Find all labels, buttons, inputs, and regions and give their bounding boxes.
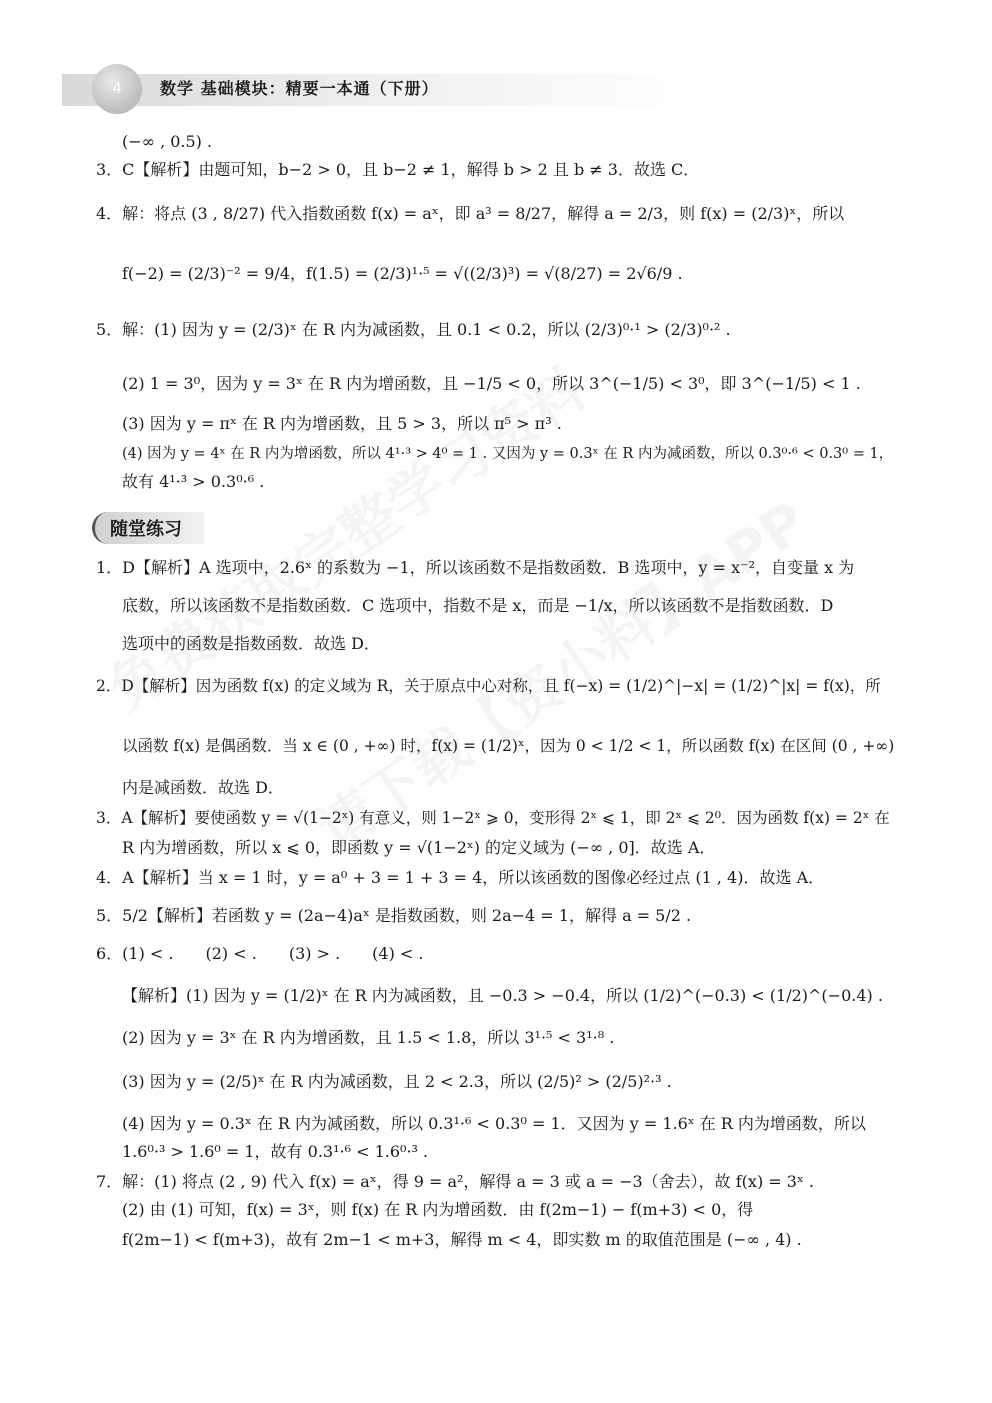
section-title: 随堂练习 <box>110 519 182 540</box>
page-header <box>0 62 992 112</box>
text-line: 7．解：(1) 将点 (2 , 9) 代入 f(x) = aˣ，得 9 = a²，解得 a = 3 或 a = −3（舍去），故 f(x) = 3ˣ . <box>96 1172 814 1191</box>
text-line: 内是减函数．故选 D． <box>122 778 284 797</box>
text-line: (4) 因为 y = 4ˣ 在 R 内为增函数，所以 4¹·³ > 4⁰ = 1 . 又因为 y = 0.3ˣ 在 R 内为减函数，所以 0.3⁰·⁶ < 0.3⁰ = 1， <box>122 446 894 462</box>
book-title: 数学 基础模块：精要一本通（下册） <box>160 79 439 98</box>
text-line: 【解析】(1) 因为 y = (1/2)ˣ 在 R 内为减函数，且 −0.3 > −0.4，所以 (1/2)^(−0.3) < (1/2)^(−0.4) . <box>122 986 883 1005</box>
text-line: f(−2) = (2/3)⁻² = 9/4，f(1.5) = (2/3)¹·⁵ = √((2/3)³) = √(8/27) = 2√6/9 . <box>122 264 683 283</box>
text-line: 4．A【解析】当 x = 1 时，y = a⁰ + 3 = 1 + 3 = 4，所以该函数的图像必经过点 (1 , 4)．故选 A． <box>96 868 825 887</box>
text-line: 以函数 f(x) 是偶函数．当 x ∈ (0 , +∞) 时，f(x) = (1/2)ˣ，因为 0 < 1/2 < 1，所以函数 f(x) 在区间 (0 , +∞) <box>122 737 895 755</box>
section-tag <box>92 512 204 544</box>
text-line: R 内为增函数，所以 x ⩽ 0，即函数 y = √(1−2ˣ) 的定义域为 (−∞ , 0]．故选 A． <box>122 838 716 857</box>
text-line: 故有 4¹·³ > 0.3⁰·⁶ . <box>122 472 265 491</box>
text-line: 2．D【解析】因为函数 f(x) 的定义域为 R，关于原点中心对称，且 f(−x) = (1/2)^|−x| = (1/2)^|x| = f(x)，所 <box>96 677 881 695</box>
text-line: (2) 1 = 3⁰，因为 y = 3ˣ 在 R 内为增函数，且 −1/5 < 0，所以 3^(−1/5) < 3⁰，即 3^(−1/5) < 1 . <box>122 374 861 393</box>
text-line: (3) 因为 y = (2/5)ˣ 在 R 内为减函数，且 2 < 2.3，所以 (2/5)² > (2/5)²·³ . <box>122 1072 672 1091</box>
text-line: (2) 由 (1) 可知，f(x) = 3ˣ，则 f(x) 在 R 内为增函数．由 f(2m−1) − f(m+3) < 0，得 <box>122 1200 754 1219</box>
text-line: f(2m−1) < f(m+3)，故有 2m−1 < m+3，解得 m < 4，即实数 m 的取值范围是 (−∞ , 4) . <box>122 1230 802 1249</box>
text-line: 3．A【解析】要使函数 y = √(1−2ˣ) 有意义，则 1−2ˣ ⩾ 0，变形得 2ˣ ⩽ 1，即 2ˣ ⩽ 2⁰．因为函数 f(x) = 2ˣ 在 <box>96 809 890 827</box>
page-number: 4 <box>112 80 122 97</box>
text-line: 4．解：将点 (3 , 8/27) 代入指数函数 f(x) = aˣ，即 a³ = 8/27，解得 a = 2/3，则 f(x) = (2/3)ˣ，所以 <box>96 204 845 223</box>
text-line: 5．解：(1) 因为 y = (2/3)ˣ 在 R 内为减函数，且 0.1 < 0.2，所以 (2/3)⁰·¹ > (2/3)⁰·² . <box>96 320 731 339</box>
text-line: 选项中的函数是指数函数．故选 D． <box>122 634 380 653</box>
text-line: (−∞ , 0.5) . <box>122 132 213 151</box>
text-line: (3) 因为 y = πˣ 在 R 内为增函数，且 5 > 3，所以 π⁵ > π³ . <box>122 414 562 433</box>
text-line: 3．C【解析】由题可知，b−2 > 0，且 b−2 ≠ 1，解得 b > 2 且 b ≠ 3．故选 C． <box>96 160 700 179</box>
text-line: 1．D【解析】A 选项中，2.6ˣ 的系数为 −1，所以该函数不是指数函数．B 选项中，y = x⁻²，自变量 x 为 <box>96 558 855 577</box>
text-line: (2) 因为 y = 3ˣ 在 R 内为增函数，且 1.5 < 1.8，所以 3¹·⁵ < 3¹·⁸ . <box>122 1028 615 1047</box>
text-line: 底数，所以该函数不是指数函数．C 选项中，指数不是 x，而是 −1/x，所以该函数不是指数函数．D <box>122 596 834 615</box>
text-line: 6．(1) < . (2) < . (3) > . (4) < . <box>96 944 424 963</box>
text-line: 5．5/2【解析】若函数 y = (2a−4)aˣ 是指数函数，则 2a−4 = 1，解得 a = 5/2 . <box>96 906 692 925</box>
text-line: 1.6⁰·³ > 1.6⁰ = 1，故有 0.3¹·⁶ < 1.6⁰·³ . <box>122 1142 429 1161</box>
text-line: (4) 因为 y = 0.3ˣ 在 R 内为减函数，所以 0.3¹·⁶ < 0.3⁰ = 1．又因为 y = 1.6ˣ 在 R 内为增函数，所以 <box>122 1114 866 1133</box>
